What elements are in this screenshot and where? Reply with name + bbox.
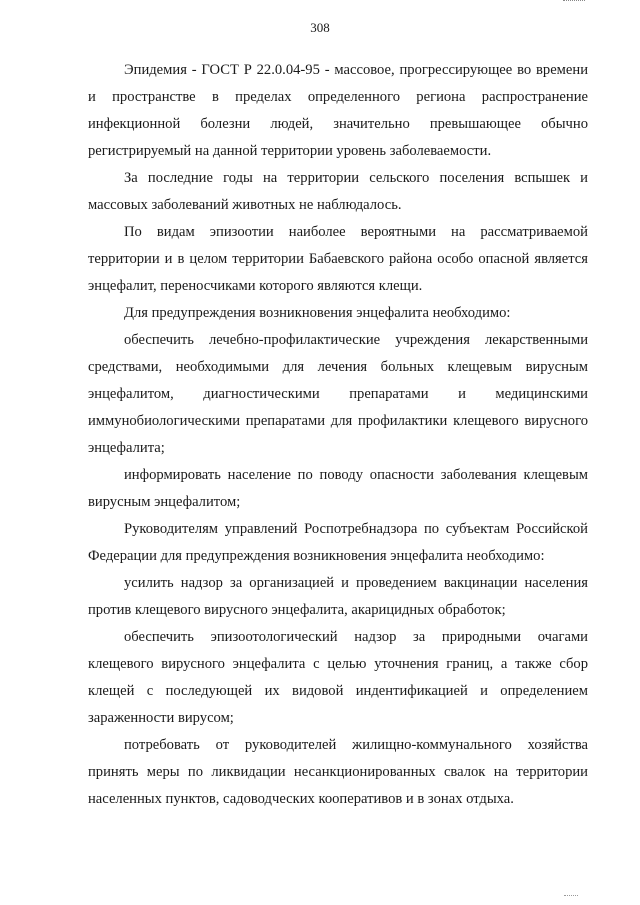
page-number: 308 [310, 20, 330, 35]
document-body [88, 57, 588, 813]
paragraph-rospotrebnadzor: Руководителям управлений Роспотребнадзора по субъектам Российской Федерации для предупреждения возникновения энцефалита необходимо: [88, 521, 588, 564]
paragraph-provide-medicines: обеспечить лечебно-профилактические учреждения лекарственными средствами, необходимыми для лечения больных клещевым вирусным энцефалитом, диагностическими препаратами и медицинскими иммунобиологическими препаратами для профилактики клещевого вирусного энцефалита; [88, 332, 588, 456]
paragraph-vaccination-control: усилить надзор за организацией и проведением вакцинации населения против клещевого вирусного энцефалита, акарицидных обработок; [88, 575, 588, 618]
paragraph-prevention-intro: Для предупреждения возникновения энцефалита необходимо: [124, 305, 511, 321]
paragraph-inform-population: информировать население по поводу опасности заболевания клещевым вирусным энцефалитом; [88, 467, 588, 510]
paragraph-landfill-measures: потребовать от руководителей жилищно-коммунального хозяйства принять меры по ликвидации несанкционированных свалок на территории населенных пунктов, садоводческих кооперативов и в зонах отдыха. [88, 737, 588, 807]
paragraph-no-outbreaks: За последние годы на территории сельского поселения вспышек и массовых заболеваний животных не наблюдалось. [88, 170, 588, 213]
paragraph-encephalitis-risk: По видам эпизоотии наиболее вероятными на рассматриваемой территории и в целом территории Бабаевского района особо опасной является энцефалит, переносчиками которого являются клещи. [88, 224, 588, 294]
paragraph-epidemic-definition: Эпидемия - ГОСТ Р 22.0.04-95 - массовое, прогрессирующее во времени и пространстве в пределах определенного региона распространение инфекционной болезни людей, значительно превышающее обычно регистрируемый на данной территории уровень заболеваемости. [88, 62, 588, 159]
scan-mark-top [563, 0, 585, 4]
paragraph-epizootic-surveillance: обеспечить эпизоотологический надзор за природными очагами клещевого вирусного энцефалита с целью уточнения границ, а также сбор клещей с последующей их видовой индентификацией и определением зараженности вирусом; [88, 629, 588, 726]
scan-mark-bottom [564, 895, 578, 898]
